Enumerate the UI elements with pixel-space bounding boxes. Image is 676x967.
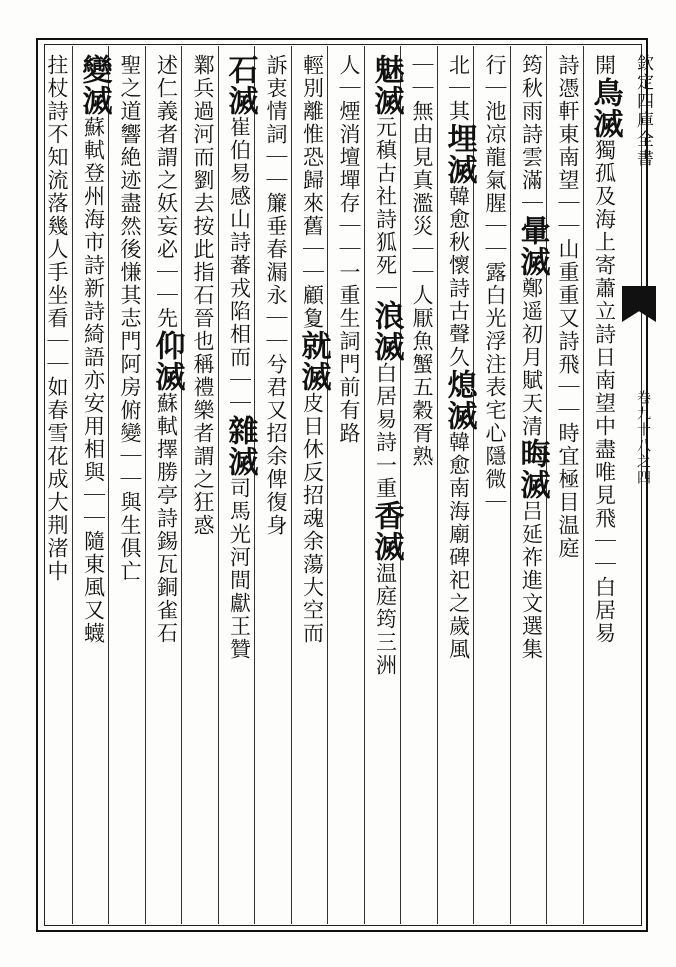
column-text [365,54,407,677]
entry-text: ｜其 [446,77,471,123]
entry-headword: 就滅 [295,330,331,392]
margin-column [628,54,662,924]
entry-text: 司馬光河間獻王贊 [227,477,252,661]
entry-text: 詩憑軒東南望｜｜山重重又詩飛｜｜時宜極目温庭 [556,54,580,560]
entry-text: 韓愈南海廟碑祀之歲風 [446,431,471,661]
entry-text: 聖之道響絶迹盡然後慊其志 [118,54,142,330]
column-text [547,54,589,560]
entry-headword: 雜滅 [222,415,258,477]
text-column [109,54,151,924]
entry-text: 蘇軾擇勝亭詩錫瓦銅雀石 [154,392,179,645]
entry-headword: 魅滅 [368,54,404,116]
entry-text: 白居易 [592,576,617,645]
text-column [255,54,297,924]
text-column [511,54,553,924]
column-text [219,54,261,661]
column-text [292,54,334,645]
text-column [328,54,370,924]
entry-text: 北 [446,54,471,77]
entry-text: 吕延祚進文選集 [519,500,544,661]
column-text [73,54,115,645]
volume-label: 卷九十八之四 [635,390,651,486]
entry-text: 開 [592,54,617,77]
entry-text: 拄杖詩不知流落幾人手坐看｜｜如春雪花成大荆渚中 [45,54,69,583]
entry-headword: 變滅 [76,54,112,116]
entry-headword: 石滅 [222,54,258,116]
entry-text: ｜｜一重生 [337,215,361,330]
entry-text: 鄴兵過河而劉去按此指石晉也 [191,54,215,353]
entry-text: 蘇軾登州海市詩新詩綺語亦安用相與｜｜隨東風又蠛 [81,116,106,645]
book-title: 欽定四庫全書 [633,54,653,168]
entry-text: 注表宅心隱微｜ [483,353,507,514]
column-text [109,54,151,583]
entry-text: 人｜煙消壇墠存 [337,54,361,215]
entry-text: 詞門前有路 [337,330,361,445]
text-column [146,54,188,924]
text-column [73,54,115,924]
column-text [328,54,370,445]
entry-text: 稱禮樂者謂之狂惑 [191,353,215,537]
entry-text: 温庭筠三洲 [373,562,398,677]
entry-text: 元稹古社詩狐死｜ [373,116,398,300]
entry-headword: 熄滅 [441,369,477,431]
column-text [511,54,553,661]
entry-headword: 仰滅 [149,330,185,392]
entry-text: ｜｜無由見真濫 [410,54,434,215]
text-column [365,54,407,924]
entry-text: 行｜池凉龍氣腥｜｜露白光浮 [483,54,507,353]
entry-text: 白居易詩一重 [373,362,398,500]
column-text [182,54,224,537]
entry-text: 門阿房俯變｜｜與生俱亡 [118,330,142,583]
entry-text: 鄭遥初月賦天清 [519,277,544,438]
text-column [182,54,224,924]
text-column [547,54,589,924]
entry-headword: 暈滅 [514,215,550,277]
entry-text: 述仁義者謂之妖妄必｜｜先 [154,54,179,330]
entry-text: ｜｜ [592,530,617,576]
text-column [292,54,334,924]
text-column [438,54,480,924]
entry-headword: 浪滅 [368,300,404,362]
entry-text: 訴衷情詞｜｜簾垂春漏永 [264,54,288,307]
entry-headword: 香滅 [368,500,404,562]
entry-text: 筠秋雨詩雲滿｜ [519,54,544,215]
entry-text: 崔伯易感山詩蕃戎陷相而｜｜ [227,116,252,415]
column-text [401,54,443,468]
column-text [474,54,516,514]
text-column [36,54,78,924]
entry-headword: 埋滅 [441,123,477,185]
text-column [219,54,261,924]
text-column [401,54,443,924]
column-text [438,54,480,661]
column-text [36,54,78,583]
text-column [474,54,516,924]
entry-text: 獨孤及海上寄蕭立詩日南望中盡唯見飛 [592,139,617,530]
entry-text: 皮日休反招魂余蕩大空而 [300,392,325,645]
column-text [255,54,297,537]
entry-text: ｜｜兮君又招余俾復身 [264,307,288,537]
text-column [584,54,626,924]
entry-headword: 鳥滅 [587,77,623,139]
entry-text: 韓愈秋懷詩古聲久 [446,185,471,369]
column-text [584,54,626,645]
column-text [146,54,188,645]
entry-headword: 晦滅 [514,438,550,500]
entry-text: 輕別離惟恐歸來舊｜｜顧夐 [300,54,325,330]
entry-text: 災｜｜人厭魚蟹五穀胥熟 [410,215,434,468]
